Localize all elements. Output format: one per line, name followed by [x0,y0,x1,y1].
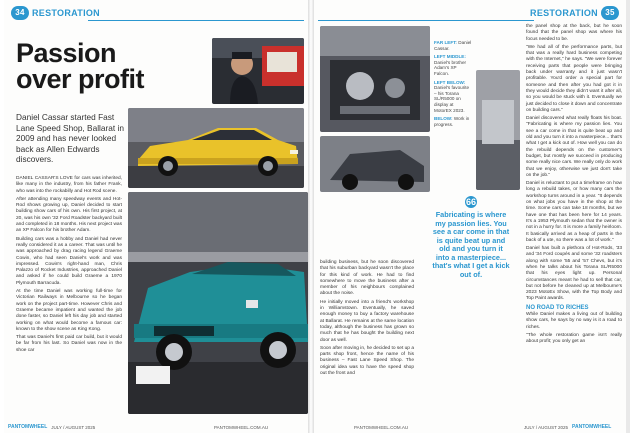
para-7: "The whole restoration game isn't really about profit; you only get an [526,332,622,345]
paragraph [320,300,414,344]
para-6: While Daniel makes a living out of building show cars, he says by no way is it a road to riches. [526,312,622,330]
paragraph [526,333,622,346]
footer-brand: PANTOMWHEEL [572,424,612,430]
footer-date: JULY / AUGUST 2025 [51,424,96,430]
caption-label: FAR LEFT: [434,40,457,45]
para-2: He initially moved into a friend's workshop in Williamstown. Eventually, he saved enough money to buy a factory warehouse at Ballarat. He remains at the same location today, although the business has grown so much that he has bought the building next door as well. [320,299,414,343]
para-3: Building cars was a hobby and Daniel had never really considered it as a career. That was until he was approached by drag racing legend Graeme Cowin, who had seen Daniel's work and was impressed. Cowin's right-hand man, Chris Palazzo of Rocket Industries, approached Daniel and asked if he could build Graeme a 1970 Plymouth Barracuda. [16,236,122,286]
subhead: NO ROAD TO RICHES [526,304,589,311]
standfirst: Daniel Cassar started Fast Lane Speed Shop, Ballarat in 2009 and has never looked back as Allen Edwards discovers. [16,112,124,164]
caption-text: Daniel Cassar. [434,40,472,51]
left-footer-url [214,423,268,431]
paragraph [16,237,122,287]
paragraph [526,181,622,244]
caption-label: LEFT BELOW: [434,79,466,85]
paragraph [16,197,122,235]
footer-url: PANTOMWHEEL.COM.AU [214,424,269,430]
torana-photo [128,192,308,414]
right-footer [524,423,611,431]
left-page [4,0,308,433]
footer-url: PANTOMWHEEL.COM.AU [354,424,409,430]
para-4: Daniel is reluctant to put a timeframe on how long a rebuild takes, or how many cars the workshop turns around in a year. "It depends on what jobs you have in the shop at the time. Some cars can take 18 months, but we have one that has been here for 14 years. It's a 1953 Plymouth sedan that the owner is not in a hurry for. It is more a family heirloom. It basically arrived as a heap of parts in the back of a ute, so there was a lot of work." [526,181,622,243]
para-3: Soon after moving in, he decided to set up a parts shop front, hence the name of his business – Fast Lane Speed Shop. The original idea was to have the speed shop out the front and [320,345,414,377]
caption-line [434,40,472,51]
paragraph [16,335,122,354]
para-5: Daniel has built a plethora of Hot-Rods, '33 and '34 Ford coupés and some '32 roadsters along with some '55 and '57 Chevs, but it's when he talks about his Torana SL/R5000 that his eyes light up. Personal circumstances meant he had to sell that car, but not before he cleaned up at Melbourne's 2023 MotoEx Show, with the Top Body and Top Paint awards. [526,246,622,302]
paragraph [320,260,414,298]
pull-quote [432,196,510,279]
right-page [314,0,626,433]
para-1: DANIEL CASSAR'S LOVE for cars was inherited, like many in the industry, from his father Frank, who was into the rockabilly and Hot Rod scene. [16,176,122,194]
left-body-column-1 [16,176,122,356]
left-footer [8,423,95,431]
right-body-column-0 [320,260,414,379]
falcon-photo [128,108,304,188]
page-number: 35 [601,6,619,20]
workshop-photo [476,70,520,190]
portrait-photo [212,38,304,104]
caption-line [434,54,472,76]
header-rule [318,20,534,21]
article-title [16,40,206,92]
section-label: RESTORATION [530,8,598,18]
quote-icon: 66 [465,197,476,207]
right-footer-url [354,423,408,431]
caption-line [434,80,472,114]
section-label: RESTORATION [32,8,100,18]
caption-line [434,116,472,127]
caption-text: Daniel's favourite – his Torana SL/R5000 on display at MotorEX 2023. [434,85,470,113]
para-3: Daniel discovered what really floats his boat. "Fabricating is where my passion lies. You see a car come in that is quite beat up and old and you turn it into a masterpiece... that's what I get a kick out of. How well you can do the rebuild depends on the customer's budget, but mostly we succeed in producing some really nice cars. We really only do work that we enjoy, otherwise we just don't take on the job." [526,116,622,178]
paragraph [320,346,414,377]
caption-label: BELOW: [434,116,453,122]
caption-text: Daniel's brother Adam's XP Falcon. [434,59,467,76]
page-number: 34 [11,6,29,20]
para-1: the panel shop at the back, but he soon found that the panel shop was where his focus needed to be. [526,24,622,42]
para-5: That was Daniel's first paid car build, but it would be far from his last. So Daniel was now in the shoe car [16,335,122,353]
title-line-2: over profit [16,64,145,94]
para-2: "We had all of the performance parts, but that was a really hard business competing with the Internet," he says. "We were forever receiving parts that people were bringing back under warranty and it just wasn't profitable. You'd order a special part for someone and then after you had got it in they would decide they didn't want it after all, so you would be stuck with it. Eventually we just decided to close it down and concentrate on building cars." [526,44,622,113]
right-body-column-1 [526,24,622,348]
paragraph [16,289,122,333]
chassis-photo [320,136,430,192]
caption-label: LEFT MIDDLE: [434,54,466,60]
para-4: At the time Daniel was working full-time for Victorian Railways in Melbourne so he began work on the project part-time. However Chris and Graeme became impatient and wanted the job done faster, so Daniel left his day job and started working on what would become a famous car: known to the show scene as King Kong. [16,289,122,332]
page-edge [626,0,630,433]
paragraph [526,24,622,43]
title-line-1: Passion [16,38,117,68]
paragraph [526,312,622,331]
photo-captions [434,40,472,127]
caption-text: Work in progress. [434,116,470,127]
header-rule [88,20,304,21]
para-1: building business, but he soon discovered that his suburban backyard wasn't the place for this kind of work. He had to find somewhere to move the business after a member of his neighbours complained about the noise. [320,260,414,297]
left-page-header [8,6,100,20]
paragraph [526,116,622,179]
paragraph [526,246,622,303]
pull-quote-text: Fabricating is where my passion lies. You see a car come in that is quite beat up and old and you turn it into a masterpiece... that's what I get a kick out of. [432,210,510,279]
right-page-header [530,6,622,20]
engine-bay-photo [320,26,430,132]
paragraph [526,45,622,114]
paragraph [16,176,122,195]
para-2: After attending many speedway events and Hot-Rod shows growing up, Daniel decided to start building show cars of his own. His first project, at 20, was his own '32 Ford Roadster backyard built and completed in 18 months. His next project was an XP Falcon for his brother Adam. [16,196,122,234]
footer-brand: PANTOMWHEEL [8,424,48,430]
footer-date: JULY / AUGUST 2025 [524,424,569,430]
